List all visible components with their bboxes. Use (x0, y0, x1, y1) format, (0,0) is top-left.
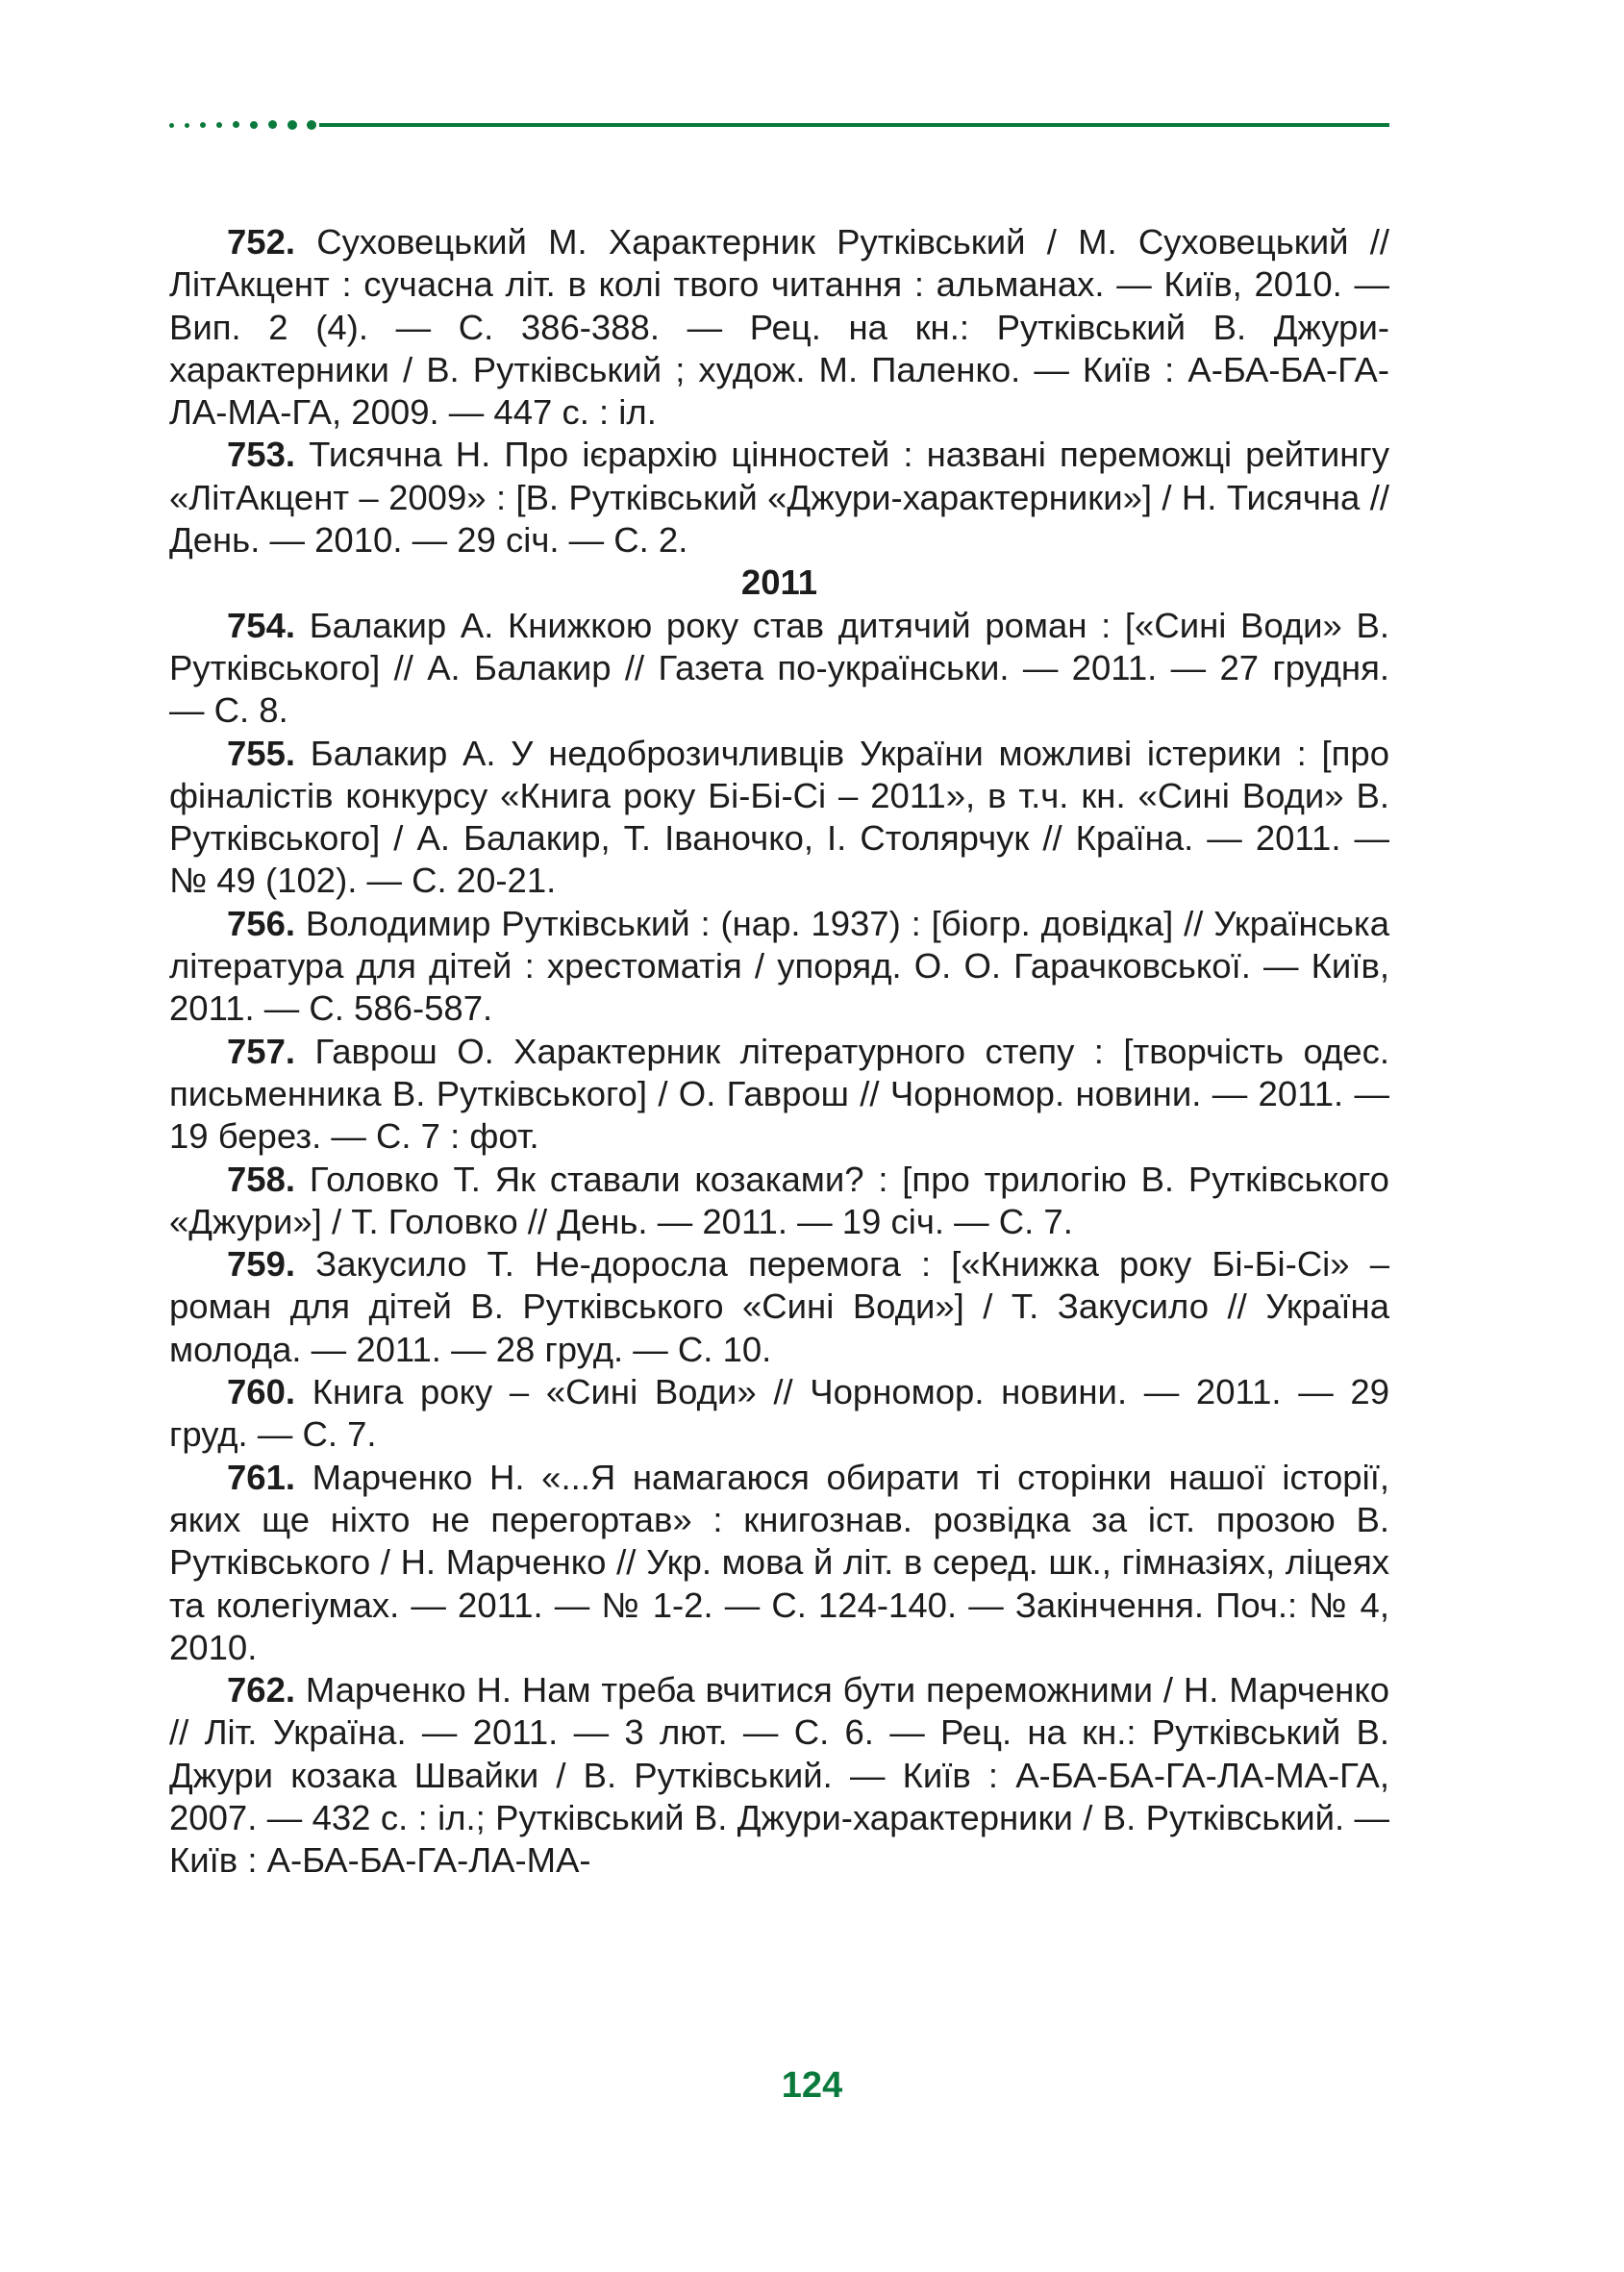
rule-dot (250, 121, 258, 129)
entry-number: 757. (227, 1031, 296, 1071)
rule-dot (216, 122, 222, 128)
entry-text: Книга року – «Сині Води» // Чорномор. новини. — 2011. — 29 груд. — С. 7. (169, 1372, 1389, 1455)
entry-text: Балакир А. У недоброзичливців України можливі істерики : [про фіналістів конкурсу «Книга року Бі-Бі-Сі – 2011», в т.ч. кн. «Сині Води» В. Рутківського] / А. Балакир, Т. Іваночко, І. Столярчук // Країна. — 2011. — № 49 (102). — С. 20-21. (169, 733, 1389, 901)
bibliography-entry (169, 1371, 1389, 1457)
entry-number: 753. (227, 435, 296, 475)
rule-line (319, 123, 1389, 127)
bibliography-entry (169, 221, 1389, 434)
bibliography-entry (169, 434, 1389, 562)
page-number: 124 (781, 2065, 843, 2106)
entry-text: Марченко Н. Нам треба вчитися бути переможними / Н. Марченко // Літ. Україна. — 2011. — 3 лют. — С. 6. — Рец. на кн.: Рутківський В. Джури козака Швайки / В. Рутківський. — Київ : А-БА-БА-ГА-ЛА-МА-ГА, 2007. — 432 с. : іл.; Рутківський В. Джури-характерники / В. Рутківський. — Київ : А-БА-БА-ГА-ЛА-МА- (169, 1670, 1389, 1881)
entry-number: 759. (227, 1244, 296, 1285)
rule-dot (233, 121, 239, 128)
bibliography-entry (169, 733, 1389, 903)
entry-number: 758. (227, 1159, 296, 1199)
entry-text: Гаврош О. Характерник літературного степу : [творчість одес. письменника В. Рутківського] / О. Гаврош // Чорномор. новини. — 2011. — 19 берез. — С. 7 : фот. (169, 1031, 1389, 1157)
bibliography-entry (169, 605, 1389, 733)
rule-dot (185, 123, 189, 128)
rule-dot (169, 123, 174, 128)
entry-text: Марченко Н. «...Я намагаюся обирати ті сторінки нашої історії, яких ще ніхто не перегортав» : книгознав. розвідка за іст. прозою В. Рутківського / Н. Марченко // Укр. мова й літ. в серед. шк., гімназіях, ліцеях та колегіумах. — 2011. — № 1-2. — С. 124-140. — Закінчення. Поч.: № 4, 2010. (169, 1457, 1389, 1667)
entry-number: 752. (227, 222, 296, 262)
entry-text: Тисячна Н. Про ієрархію цінностей : названі переможці рейтингу «ЛітАкцент – 2009» : [В. Рутківський «Джури-характерники»] / Н. Тисячна // День. — 2010. — 29 січ. — С. 2. (169, 435, 1389, 561)
rule-dot (307, 120, 316, 130)
rule-dot (287, 120, 297, 130)
entry-text: Головко Т. Як ставали козаками? : [про трилогію В. Рутківського «Джури»] / Т. Головко // День. — 2011. — 19 січ. — С. 7. (169, 1159, 1389, 1241)
entry-number: 762. (227, 1670, 296, 1710)
entry-number: 756. (227, 903, 296, 943)
bibliography-entry (169, 1031, 1389, 1159)
bibliography-entry (169, 1159, 1389, 1244)
bibliography-entry (169, 903, 1389, 1031)
bibliography-entry (169, 1457, 1389, 1669)
entry-text: Балакир А. Книжкою року став дитячий роман : [«Сині Води» В. Рутківського] // А. Балакир // Газета по-українськи. — 2011. — 27 грудня. — С. 8. (169, 605, 1389, 731)
year-heading: 2011 (740, 562, 818, 603)
bibliography-entry (169, 1669, 1389, 1882)
rule-dot (200, 122, 206, 128)
rule-dot (268, 120, 277, 129)
bibliography-list (169, 221, 1389, 1883)
entry-text: Суховецький М. Характерник Рутківський / М. Суховецький // ЛітАкцент : сучасна літ. в колі твого читання : альманах. — Київ, 2010. — Вип. 2 (4). — С. 386-388. — Рец. на кн.: Рутківський В. Джури-характерники / В. Рутківський ; худож. М. Паленко. — Київ : А-БА-БА-ГА-ЛА-МА-ГА, 2009. — 447 с. : іл. (169, 222, 1389, 433)
entry-number: 760. (227, 1372, 296, 1412)
header-decorative-rule (169, 118, 1389, 132)
entry-number: 754. (227, 605, 296, 645)
entry-number: 755. (227, 733, 296, 773)
entry-text: Володимир Рутківський : (нар. 1937) : [біогр. довідка] // Українська література для дітей : хрестоматія / упоряд. О. О. Гарачковської. — Київ, 2011. — С. 586-587. (169, 903, 1389, 1029)
bibliography-entry (169, 1243, 1389, 1371)
entry-number: 761. (227, 1457, 296, 1497)
entry-text: Закусило Т. Не-доросла перемога : [«Книжка року Бі-Бі-Сі» – роман для дітей В. Рутківського «Сині Води»] / Т. Закусило // Україна молода. — 2011. — 28 груд. — С. 10. (169, 1244, 1389, 1369)
